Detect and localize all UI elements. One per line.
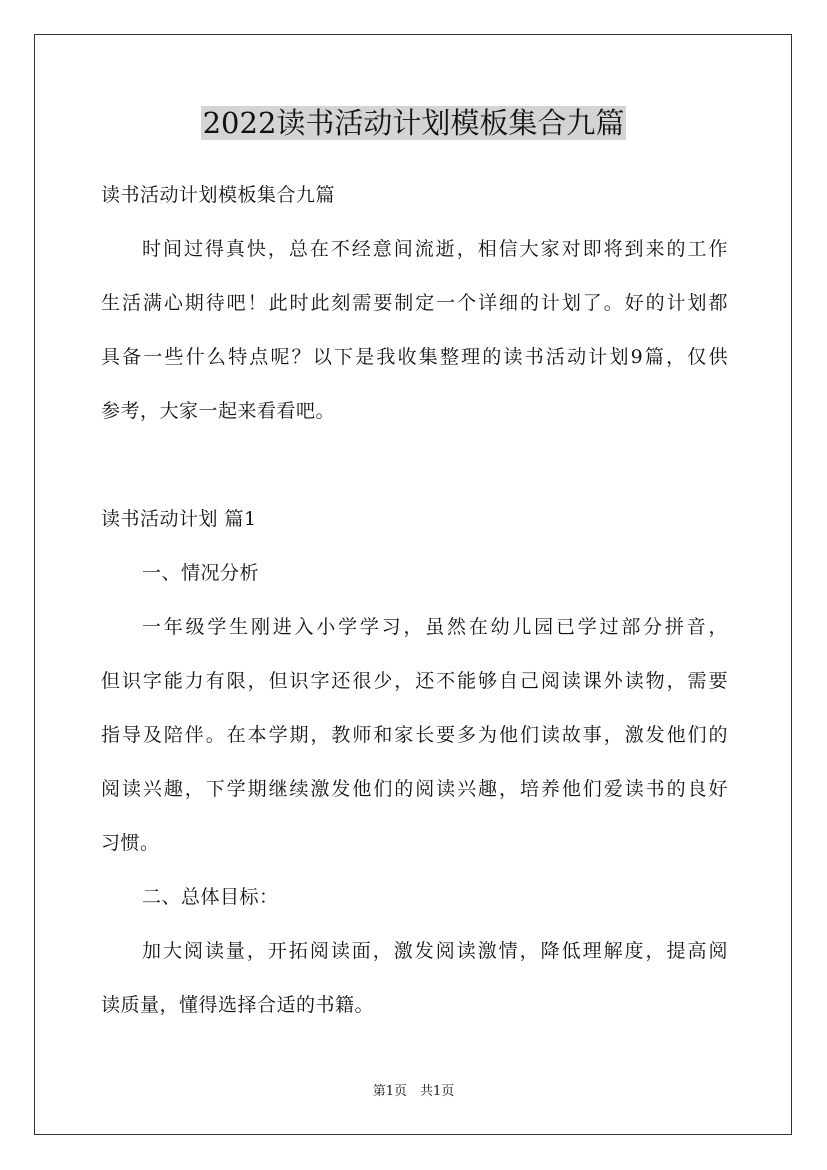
- page-number: 第1页 共1页: [372, 1084, 455, 1099]
- paragraph-line: 但识字能力有限，但识字还很少，还不能够自己阅读课外读物，需要: [101, 670, 728, 692]
- section-heading: 读书活动计划 篇1: [101, 508, 257, 530]
- heading-situation-analysis: 一、情况分析: [142, 562, 260, 584]
- intro-line: 生活满心期待吧！此时此刻需要制定一个详细的计划了。好的计划都: [101, 292, 728, 314]
- paragraph-line: 阅读兴趣，下学期继续激发他们的阅读兴趣，培养他们爱读书的良好: [101, 778, 728, 800]
- paragraph-gap: [101, 438, 728, 492]
- paragraph-line: 习惯。: [101, 832, 160, 854]
- document-title: [0, 103, 827, 143]
- paragraph-line: 读质量，懂得选择合适的书籍。: [101, 994, 375, 1016]
- subtitle: 读书活动计划模板集合九篇: [101, 184, 336, 206]
- document-title-text: 2022读书活动计划模板集合九篇: [202, 106, 625, 140]
- intro-line: 时间过得真快，总在不经意间流逝，相信大家对即将到来的工作: [142, 238, 728, 260]
- paragraph-line: 一年级学生刚进入小学学习，虽然在幼儿园已学过部分拼音，: [142, 616, 728, 638]
- document-body: [101, 168, 728, 1032]
- intro-line: 参考，大家一起来看看吧。: [101, 400, 336, 422]
- paragraph-line: 指导及陪伴。在本学期，教师和家长要多为他们读故事，激发他们的: [101, 724, 728, 746]
- paragraph-line: 加大阅读量，开拓阅读面，激发阅读激情，降低理解度，提高阅: [142, 940, 728, 962]
- intro-line: 具备一些什么特点呢？以下是我收集整理的读书活动计划9篇，仅供: [101, 346, 728, 368]
- heading-overall-goals: 二、总体目标：: [142, 886, 279, 908]
